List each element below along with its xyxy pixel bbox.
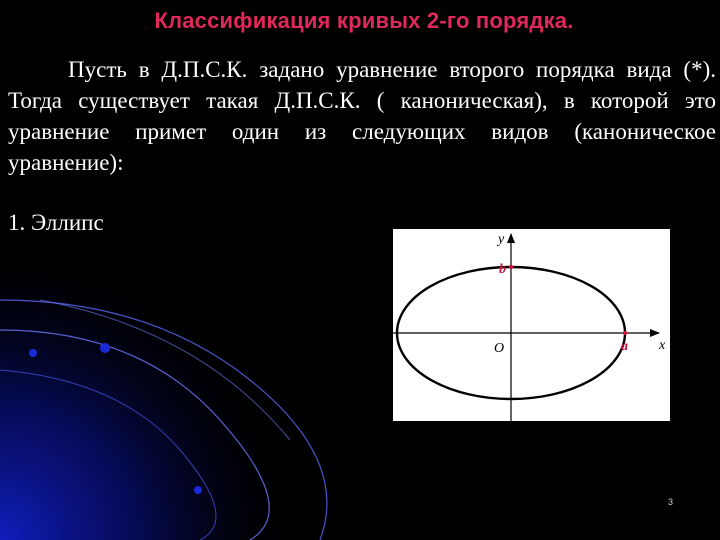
ellipse-figure	[393, 229, 670, 421]
b-label: b	[499, 262, 506, 277]
decorative-dot	[194, 486, 202, 494]
page-number: 3	[668, 497, 674, 507]
origin-label: O	[494, 341, 505, 356]
decorative-dot	[100, 343, 110, 353]
list-item-ellipse: 1. Эллипс	[8, 210, 104, 235]
x-axis-label: x	[659, 338, 666, 353]
slide-title: Классификация кривых 2-го порядка.	[154, 8, 574, 33]
a-label: a	[621, 339, 628, 354]
point-b	[509, 265, 513, 269]
body-paragraph: Пусть в Д.П.С.К. задано уравнение второго порядка вида (*). Тогда существует такая Д.П.С.К. ( каноническая), в которой это уравнение примет один из следующих видов (каноническое уравнение):	[8, 57, 716, 175]
point-a	[623, 331, 627, 335]
y-axis-label: y	[498, 232, 505, 247]
decorative-dot	[29, 349, 37, 357]
background-glow	[0, 240, 320, 540]
